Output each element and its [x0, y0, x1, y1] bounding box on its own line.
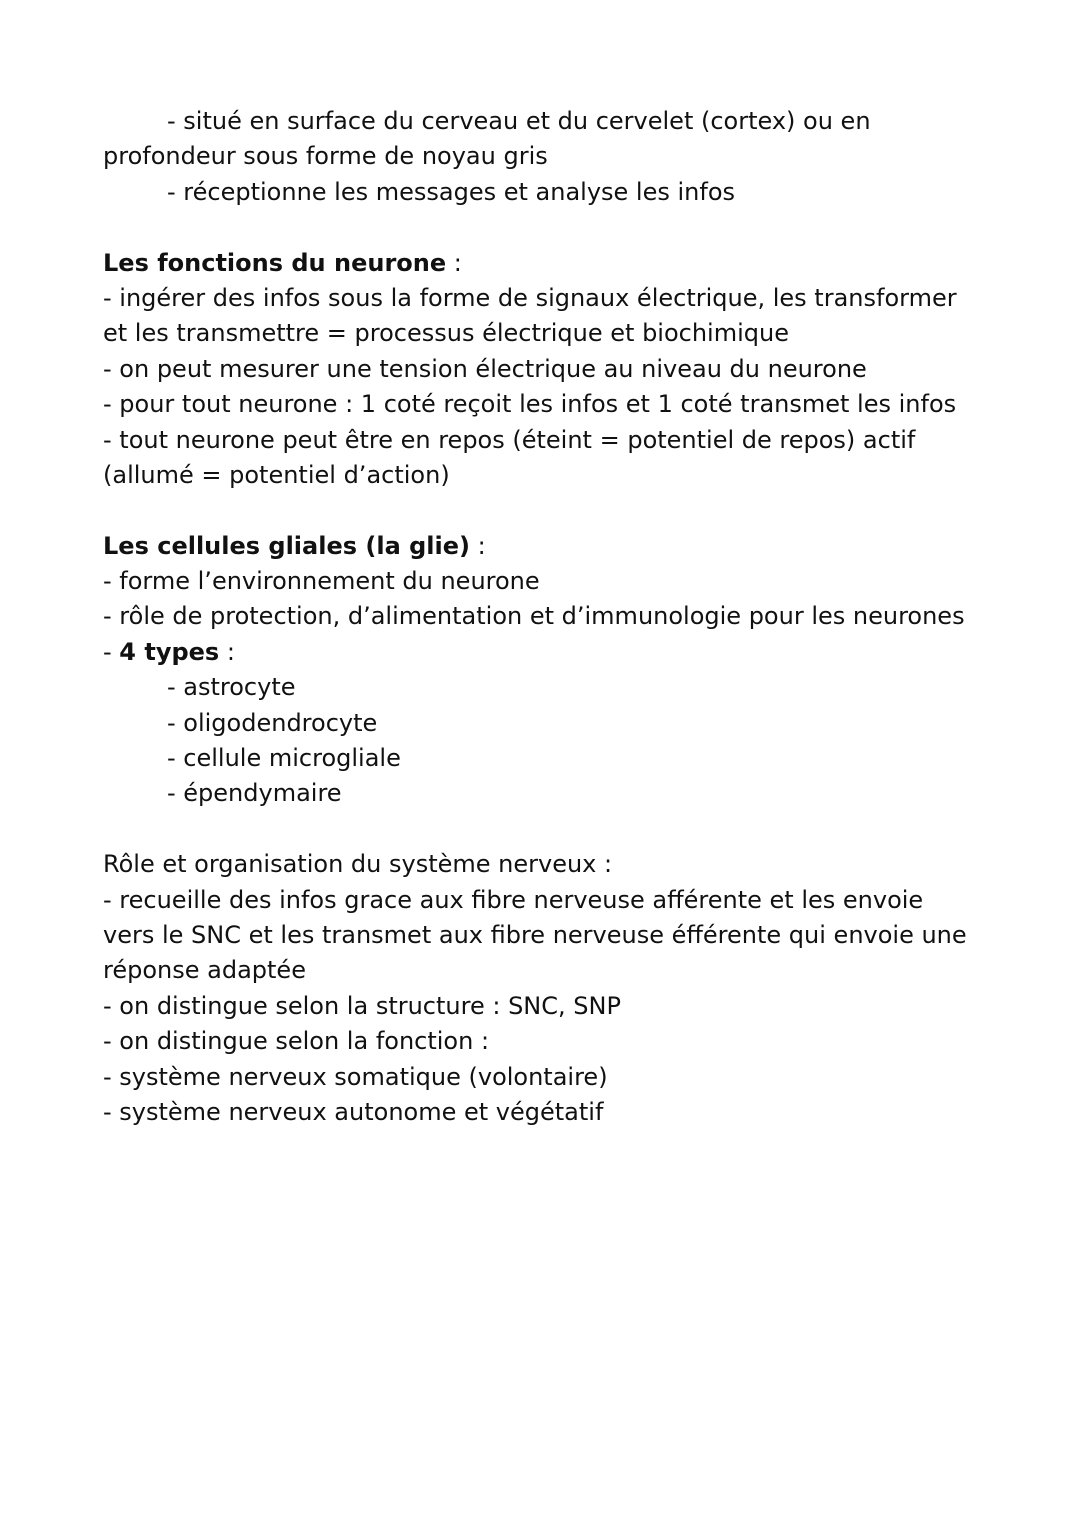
spacer [103, 812, 983, 847]
neurone-line-6: (allumé = potentiel d’action) [103, 460, 450, 489]
intro-line-1: - situé en surface du cerveau et du cervelet (cortex) ou en [167, 107, 871, 135]
systeme-line-2: vers le SNC et les transmet aux fibre nerveuse éfférente qui envoie une [103, 920, 967, 949]
neurone-heading [103, 246, 983, 281]
neurone-line-1: - ingérer des infos sous la forme de signaux électrique, les transformer [103, 283, 957, 312]
neurone-line-5: - tout neurone peut être en repos (éteint = potentiel de repos) actif [103, 425, 916, 454]
systeme-line-7: - système nerveux autonome et végétatif [103, 1097, 604, 1126]
systeme-line-5: - on distingue selon la fonction : [103, 1027, 490, 1056]
glie-type-item: - oligodendrocyte [167, 708, 378, 737]
glie-heading [103, 529, 983, 564]
glie-types-colon: : [219, 637, 235, 666]
systeme-line-3: réponse adaptée [103, 956, 306, 985]
systeme-line-1: - recueille des infos grace aux fibre nerveuse afférente et les envoie [103, 885, 924, 914]
glie-types-line [103, 635, 983, 670]
neurone-line-4: - pour tout neurone : 1 coté reçoit les infos et 1 coté transmet les infos [103, 390, 957, 419]
glie-type-item: - cellule microgliale [167, 744, 401, 773]
spacer [103, 493, 983, 528]
intro-line-2: profondeur sous forme de noyau gris [103, 142, 548, 171]
glie-types-label: 4 types [119, 637, 220, 666]
document-body [103, 104, 983, 1130]
glie-line-1: - forme l’environnement du neurone [103, 567, 540, 596]
neurone-heading-colon: : [446, 248, 462, 277]
systeme-line-4: - on distingue selon la structure : SNC, SNP [103, 991, 621, 1020]
intro-line-3: - réceptionne les messages et analyse les infos [167, 177, 736, 206]
glie-types-prefix: - [103, 637, 120, 666]
glie-heading-colon: : [470, 531, 486, 560]
systeme-heading: Rôle et organisation du système nerveux : [103, 850, 613, 879]
systeme-line-6: - système nerveux somatique (volontaire) [103, 1062, 608, 1091]
spacer [103, 210, 983, 245]
glie-heading-text: Les cellules gliales (la glie) [103, 531, 470, 560]
neurone-heading-text: Les fonctions du neurone [103, 248, 447, 277]
glie-type-item: - épendymaire [167, 779, 342, 808]
glie-line-2: - rôle de protection, d’alimentation et d’immunologie pour les neurones [103, 602, 965, 631]
neurone-line-3: - on peut mesurer une tension électrique au niveau du neurone [103, 354, 867, 383]
neurone-line-2: et les transmettre = processus électrique et biochimique [103, 319, 789, 348]
glie-type-item: - astrocyte [167, 673, 296, 702]
